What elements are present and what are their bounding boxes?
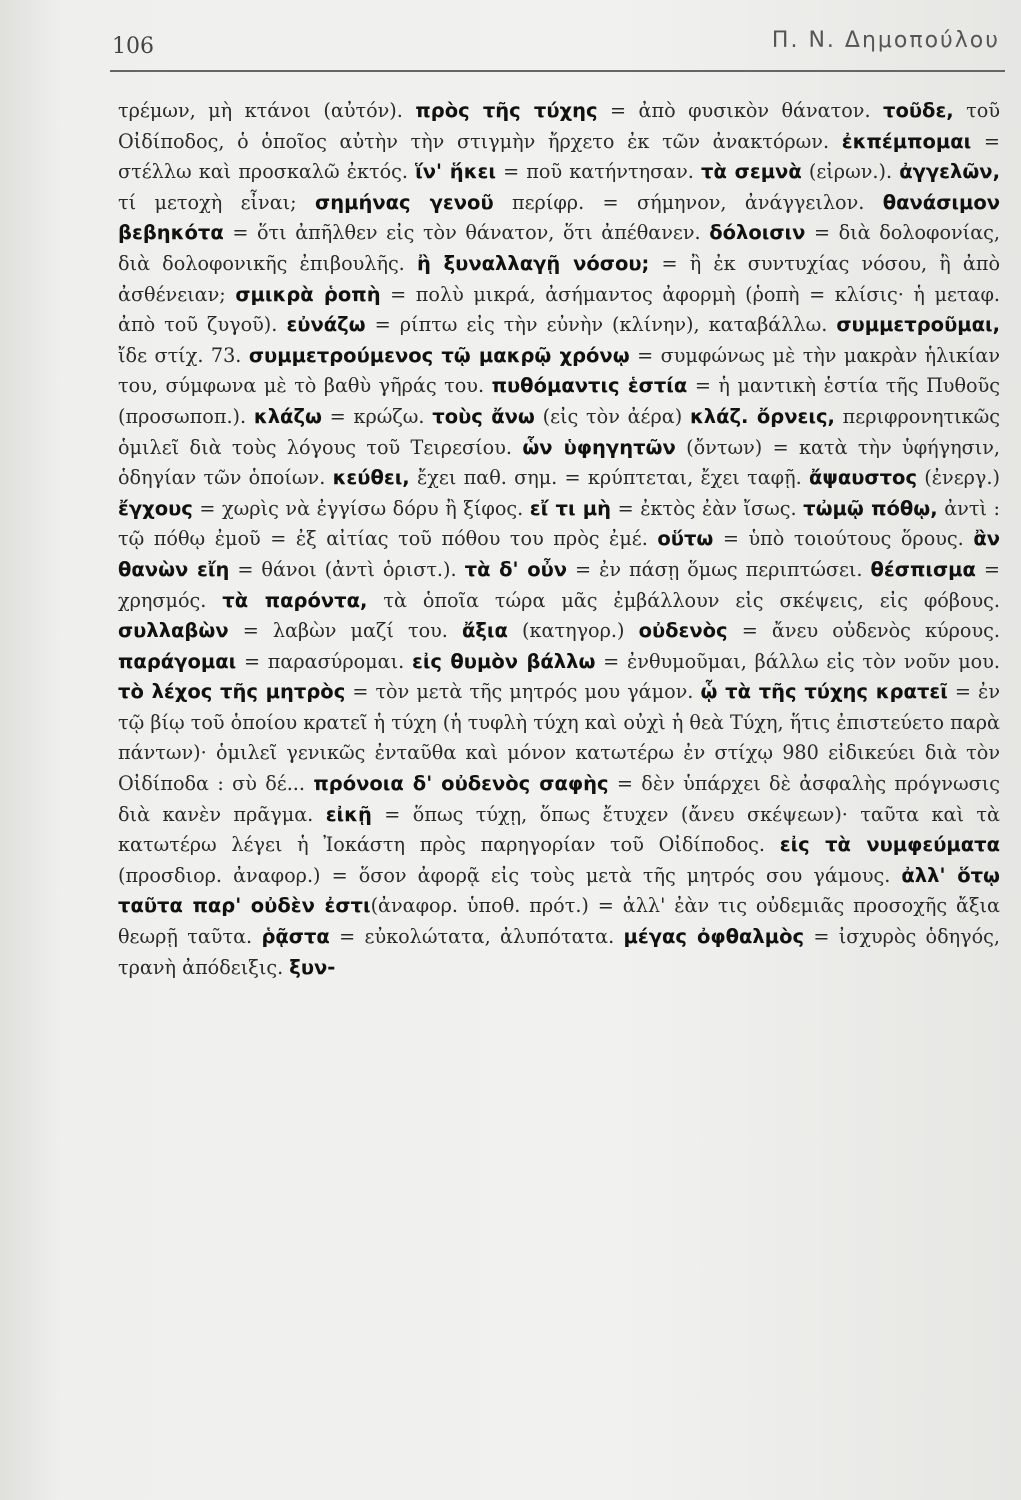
lemma-term: ᾧ τὰ τῆς τύχης κρατεῖ — [700, 680, 948, 704]
lemma-term: τὰ δ' οὖν — [464, 557, 568, 581]
gloss-text: = ἐν τῷ βίῳ τοῦ ὁποίου κρατεῖ ἡ τύχη (ἡ τυφλὴ τύχη καὶ οὐχὶ ἡ θεὰ Τύχη, ἥτις ἐπιστεύετο παρὰ πάντων)· ὁμιλεῖ γενικῶς ἐνταῦθα καὶ μόνον κατωτέρω ἐν στίχῳ 980 εἰδικεύει διὰ τὸν Οἰδίποδα : σὺ δέ... — [118, 680, 1000, 796]
gloss-text: τοῦ Οἰδίποδος, ὁ ὁποῖος αὐτὴν τὴν στιγμὴν ἤρχετο ἐκ τῶν ἀνακτόρων. — [118, 99, 1000, 153]
lemma-term: συμμετροῦμαι, — [836, 313, 1000, 337]
gloss-text: (ἐνεργ.) — [917, 466, 1000, 490]
gloss-text: περιφρονητικῶς ὁμιλεῖ διὰ τοὺς λόγους τοῦ Τειρεσίου. — [118, 404, 1000, 459]
gloss-text: = ἢ ἐκ συντυχίας νόσου, ἢ ἀπὸ ἀσθένειαν; — [118, 251, 1000, 306]
gloss-text: = χρησμός. — [118, 557, 1000, 612]
lemma-term: ἢ ξυναλλαγῇ νόσου; — [416, 251, 650, 275]
lemma-term: ἵν' ἥκει — [415, 160, 496, 184]
gloss-text: = ἰσχυρὸς ὁδηγός, τρανὴ ἀπόδειξις. — [118, 925, 1000, 979]
lemma-term: τὰ παρόντα, — [222, 588, 368, 612]
gloss-text: = κρώζω. — [321, 404, 433, 428]
lemma-term: παράγομαι — [118, 649, 237, 673]
gloss-text: (ὄντων) = κατὰ τὴν ὑφήγησιν, ὁδηγίαν τῶν ὁποίων. — [118, 435, 1000, 490]
lemma-term: συμμετρούμενος τῷ μακρῷ χρόνῳ — [248, 343, 630, 367]
lemma-term: ὧν ὑφηγητῶν — [522, 435, 676, 459]
gloss-text: = ἡ μαντικὴ ἑστία τῆς Πυθοῦς (προσωποπ.). — [118, 374, 1000, 428]
gloss-text: τρέμων, μὴ κτάνοι (αὐτόν). — [118, 99, 416, 122]
header-rule — [110, 70, 1005, 72]
gloss-text: τί μετοχὴ εἶναι; — [118, 190, 316, 214]
lemma-term: τὰ σεμνὰ — [701, 160, 802, 184]
lemma-term: μέγας ὀφθαλμὸς — [623, 925, 805, 949]
gloss-text: = ρίπτω εἰς τὴν εὐνὴν (κλίνην), καταβάλλω. — [365, 313, 837, 337]
commentary-text — [118, 96, 1000, 983]
lemma-term: ῥᾷστα — [261, 925, 330, 949]
gloss-text: τὰ ὁποῖα τώρα μᾶς ἐμβάλλουν εἰς σκέψεις, εἰς φόβους. — [367, 588, 1001, 612]
lemma-term: τοῦδε, — [883, 99, 954, 122]
gloss-text: ἔχει παθ. σημ. = κρύπτεται, ἔχει ταφῇ. — [409, 466, 809, 490]
gloss-text: (κατηγορ.) — [507, 619, 639, 643]
lemma-term: εἴ τι μὴ — [529, 496, 612, 520]
lemma-term: θανάσιμον βεβηκότα — [118, 190, 1001, 245]
lemma-term: σημήνας γενοῦ — [315, 190, 494, 214]
lemma-term: θέσπισμα — [870, 557, 976, 581]
gloss-text: = ὅτι ἀπῆλθεν εἰς τὸν θάνατον, ὅτι ἀπέθανεν. — [223, 221, 710, 245]
gloss-text: = εὐκολώτατα, ἀλυπότατα. — [329, 925, 624, 949]
lemma-term: ἔγχους — [118, 496, 193, 520]
lemma-term: ξυν- — [289, 955, 336, 979]
gloss-text: = συμφώνως μὲ τὴν μακρὰν ἡλικίαν του, σύμφωνα μὲ τὸ βαθὺ γῆράς του. — [118, 343, 1001, 398]
lemma-term: ἄξια — [462, 619, 508, 643]
gloss-text: = στέλλω καὶ προσκαλῶ ἐκτός. — [118, 129, 1000, 184]
gloss-text: = ἄνευ οὐδενὸς κύρους. — [727, 619, 1000, 643]
lemma-term: τοὺς ἄνω — [432, 404, 535, 428]
running-head: Π. Ν. Δημοπούλου — [771, 28, 1000, 53]
lemma-term: ἀγγελῶν, — [899, 160, 1000, 184]
lemma-term: κεύθει, — [332, 466, 410, 490]
lemma-term: κλάζω — [253, 404, 322, 428]
gloss-text: περίφρ. = σήμηνον, ἀνάγγειλον. — [493, 190, 883, 214]
lemma-term: εἰκῇ — [325, 802, 372, 826]
lemma-term: κλάζ. ὄρνεις, — [689, 404, 835, 428]
lemma-term: δόλοισιν — [709, 221, 806, 245]
gloss-text: ἴδε στίχ. 73. — [118, 343, 249, 367]
lemma-term: τὠμῷ πόθῳ, — [803, 496, 938, 520]
lemma-term: συλλαβὼν — [118, 619, 229, 643]
lemma-term: εἰς τὰ νυμφεύματα — [779, 833, 1000, 857]
gloss-text: = λαβὼν μαζί του. — [228, 619, 462, 643]
gloss-text: ἀντὶ : τῷ πόθῳ ἐμοῦ = ἐξ αἰτίας τοῦ πόθου του πρὸς ἐμέ. — [118, 496, 1000, 551]
lemma-term: σμικρὰ ῥοπὴ — [235, 282, 381, 306]
page-header — [112, 20, 1004, 72]
page-number: 106 — [112, 34, 154, 59]
lemma-term: οὐδενὸς — [638, 619, 728, 643]
gloss-text: (εἰς τὸν ἀέρα) — [534, 404, 690, 428]
lemma-term: πυθόμαντις ἑστία — [491, 374, 688, 398]
gloss-text: = ὅπως τύχῃ, ὅπως ἔτυχεν (ἄνευ σκέψεων)· ταῦτα καὶ τὰ κατωτέρω λέγει ἡ Ἰοκάστη πρὸς παρηγορίαν τοῦ Οἰδίποδος. — [118, 802, 1000, 857]
gloss-text: (εἰρων.). — [801, 160, 900, 184]
lemma-term: πρόνοια δ' οὐδενὸς σαφὴς — [313, 772, 609, 796]
lemma-term: τὸ λέχος τῆς μητρὸς — [118, 680, 346, 704]
gloss-text: (προσδιορ. ἀναφορ.) = ὅσον ἀφορᾷ εἰς τοὺς μετὰ τῆς μητρός σου γάμους. — [118, 863, 902, 887]
gloss-text: = ἐνθυμοῦμαι, βάλλω εἰς τὸν νοῦν μου. — [595, 649, 1000, 673]
gloss-text: = διὰ δολοφονίας, διὰ δολοφονικῆς ἐπιβουλῆς. — [118, 221, 1000, 275]
gloss-text: = ἀπὸ φυσικὸν θάνατον. — [597, 99, 884, 122]
gloss-text: = πολὺ μικρά, ἀσήμαντος ἀφορμὴ (ῥοπὴ = κλίσις· ἡ μεταφ. ἀπὸ τοῦ ζυγοῦ). — [118, 282, 1000, 337]
lemma-term: ἂν θανὼν εἴη — [118, 527, 1000, 581]
gloss-text: = ἐν πάσῃ ὅμως περιπτώσει. — [567, 557, 871, 581]
lemma-term: ἐκπέμπομαι — [841, 129, 972, 153]
lemma-term: εὐνάζω — [286, 313, 366, 337]
gloss-text: = παρασύρομαι. — [236, 649, 412, 673]
gloss-text: = χωρὶς νὰ ἐγγίσω δόρυ ἢ ξίφος. — [192, 496, 530, 520]
lemma-term: πρὸς τῆς τύχης — [415, 99, 598, 122]
lemma-term: ἄψαυστος — [808, 466, 917, 490]
gloss-text: = ἐκτὸς ἐὰν ἴσως. — [611, 496, 804, 520]
lemma-term: ἀλλ' ὅτῳ ταῦτα παρ' οὐδὲν ἐστι — [118, 863, 1000, 918]
lemma-term: εἰς θυμὸν βάλλω — [411, 649, 596, 673]
gloss-text: = ποῦ κατήντησαν. — [496, 160, 702, 184]
gloss-text: = δὲν ὑπάρχει δὲ ἀσφαλὴς πρόγνωσις διὰ κανὲν πρᾶγμα. — [118, 772, 1000, 826]
gloss-text: = θάνοι (ἀντὶ ὁριστ.). — [229, 557, 465, 581]
gloss-text: (ἀναφορ. ὑποθ. πρότ.) = ἀλλ' ἐὰν τις οὐδεμιᾶς προσοχῆς ἄξια θεωρῇ ταῦτα. — [118, 894, 1001, 949]
lemma-term: οὕτω — [657, 527, 714, 551]
gloss-text: = ὑπὸ τοιούτους ὅρους. — [713, 527, 974, 551]
gloss-text: = τὸν μετὰ τῆς μητρός μου γάμον. — [345, 680, 701, 704]
